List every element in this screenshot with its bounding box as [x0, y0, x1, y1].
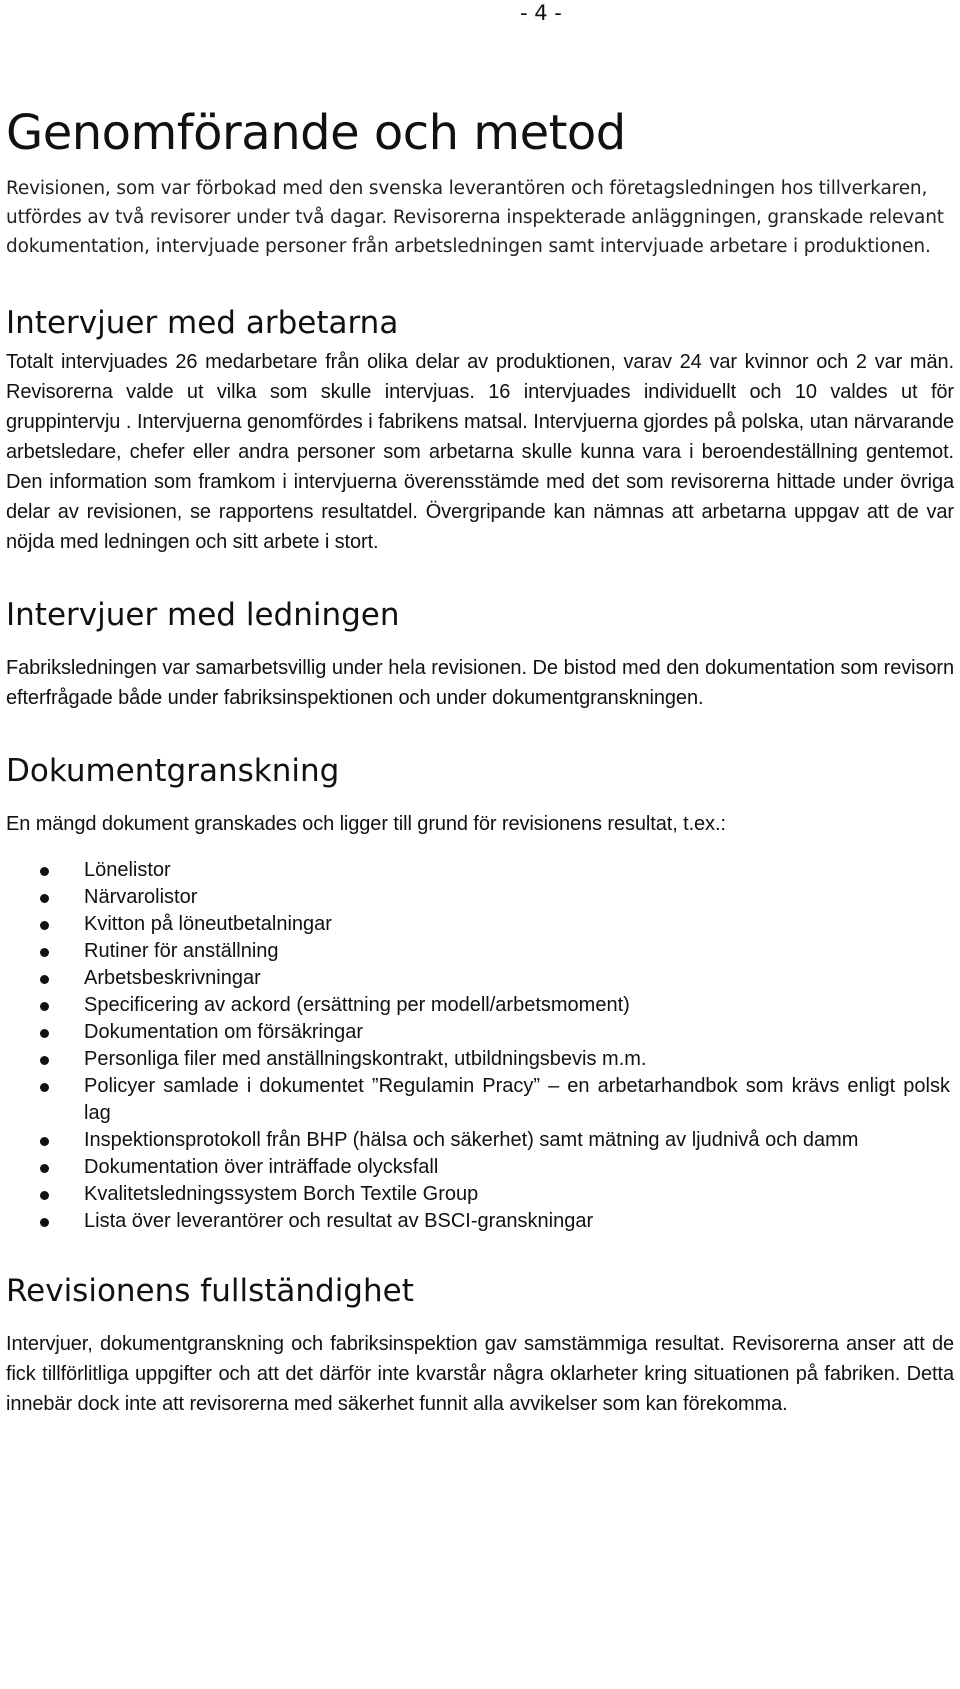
bullet-icon — [40, 867, 49, 876]
list-item — [6, 1127, 954, 1154]
list-item — [6, 992, 954, 1019]
section-dokumentgranskning — [6, 751, 954, 1235]
section-heading-fullstandighet: Revisionens fullständighet — [6, 1273, 414, 1309]
list-item-label: Personliga filer med anställningskontrakt, utbildningsbevis m.m. — [84, 1048, 647, 1070]
list-item-label: Lönelistor — [84, 859, 171, 881]
document-body — [6, 100, 954, 1419]
list-item-label: Specificering av ackord (ersättning per modell/arbetsmoment) — [84, 994, 630, 1016]
list-item — [6, 884, 954, 911]
bullet-icon — [40, 894, 49, 903]
bullet-icon — [40, 1218, 49, 1227]
list-item-label: Policyer samlade i dokumentet ”Regulamin Pracy” – en arbetarhandbok som krävs enligt polsk lag — [84, 1075, 950, 1124]
section-intervjuer-arbetarna — [6, 303, 954, 557]
list-item — [6, 1154, 954, 1181]
list-item-label: Rutiner för anställning — [84, 940, 279, 962]
bullet-icon — [40, 948, 49, 957]
list-item-label: Arbetsbeskrivningar — [84, 967, 261, 989]
bullet-icon — [40, 1191, 49, 1200]
list-item — [6, 1208, 954, 1235]
list-item-label: Närvarolistor — [84, 886, 198, 908]
section-heading-ledningen: Intervjuer med ledningen — [6, 597, 400, 633]
bullet-icon — [40, 921, 49, 930]
bullet-icon — [40, 1137, 49, 1146]
list-item — [6, 938, 954, 965]
list-item — [6, 857, 954, 884]
bullet-icon — [40, 1083, 49, 1092]
list-item — [6, 1073, 954, 1127]
bullet-icon — [40, 975, 49, 984]
page-number: - 4 - — [520, 1, 562, 25]
list-item — [6, 911, 954, 938]
list-item-label: Kvalitetsledningssystem Borch Textile Group — [84, 1183, 479, 1205]
bullet-icon — [40, 1056, 49, 1065]
main-title: Genomförande och metod — [6, 105, 626, 161]
section-intervjuer-ledningen — [6, 595, 954, 713]
bullet-icon — [40, 1029, 49, 1038]
list-item — [6, 1181, 954, 1208]
list-item-label: Lista över leverantörer och resultat av BSCI-granskningar — [84, 1210, 594, 1232]
intro-paragraph: Revisionen, som var förbokad med den svenska leverantören och företagsledningen hos tillverkaren, utfördes av två revisorer under två dagar. Revisorerna inspekterade anläggningen, granskade relevant dokumentation, intervjuade personer från arbetsledningen samt intervjuade arbetare i produktionen. — [6, 178, 944, 257]
section-text-fullstandighet: Intervjuer, dokumentgranskning och fabriksinspektion gav samstämmiga resultat. Revisorerna anser att de fick tillförlitliga uppgifter och att det därför inte kvarstår några oklarheter kring situationen på fabriken. Detta innebär dock inte att revisorerna med säkerhet funnit alla avvikelser som kan förekomma. — [6, 1333, 954, 1415]
bullet-icon — [40, 1164, 49, 1173]
list-item-label: Kvitton på löneutbetalningar — [84, 913, 332, 935]
list-item — [6, 1046, 954, 1073]
section-fullstandighet — [6, 1271, 954, 1419]
list-item-label: Inspektionsprotokoll från BHP (hälsa och säkerhet) samt mätning av ljudnivå och damm — [84, 1129, 859, 1151]
section-text-dokumentgranskning: En mängd dokument granskades och ligger till grund för revisionens resultat, t.ex.: — [6, 813, 726, 835]
section-text-ledningen: Fabriksledningen var samarbetsvillig under hela revisionen. De bistod med den dokumentation som revisorn efterfrågade både under fabriksinspektionen och under dokumentgranskningen. — [6, 657, 954, 709]
section-text-arbetarna: Totalt intervjuades 26 medarbetare från olika delar av produktionen, varav 24 var kvinnor och 2 var män. Revisorerna valde ut vilka som skulle intervjuas. 16 intervjuades individuellt och 10 valdes ut för gruppintervju . Intervjuerna genomfördes i fabrikens matsal. Intervjuerna gjordes på polska, utan närvarande arbetsledare, chefer eller andra personer som arbetarna skulle kunna vara i beroendeställning gentemot. Den information som framkom i intervjuerna överensstämde med det som revisorerna hittade under övriga delar av revisionen, se rapportens resultatdel. Övergripande kan nämnas att arbetarna uppgav att de var nöjda med ledningen och sitt arbete i stort. — [6, 351, 954, 553]
document-list — [6, 857, 954, 1235]
section-heading-arbetarna: Intervjuer med arbetarna — [6, 305, 399, 341]
list-item-label: Dokumentation om försäkringar — [84, 1021, 364, 1043]
section-heading-dokumentgranskning: Dokumentgranskning — [6, 753, 340, 789]
list-item-label: Dokumentation över inträffade olycksfall — [84, 1156, 439, 1178]
bullet-icon — [40, 1002, 49, 1011]
list-item — [6, 965, 954, 992]
list-item — [6, 1019, 954, 1046]
